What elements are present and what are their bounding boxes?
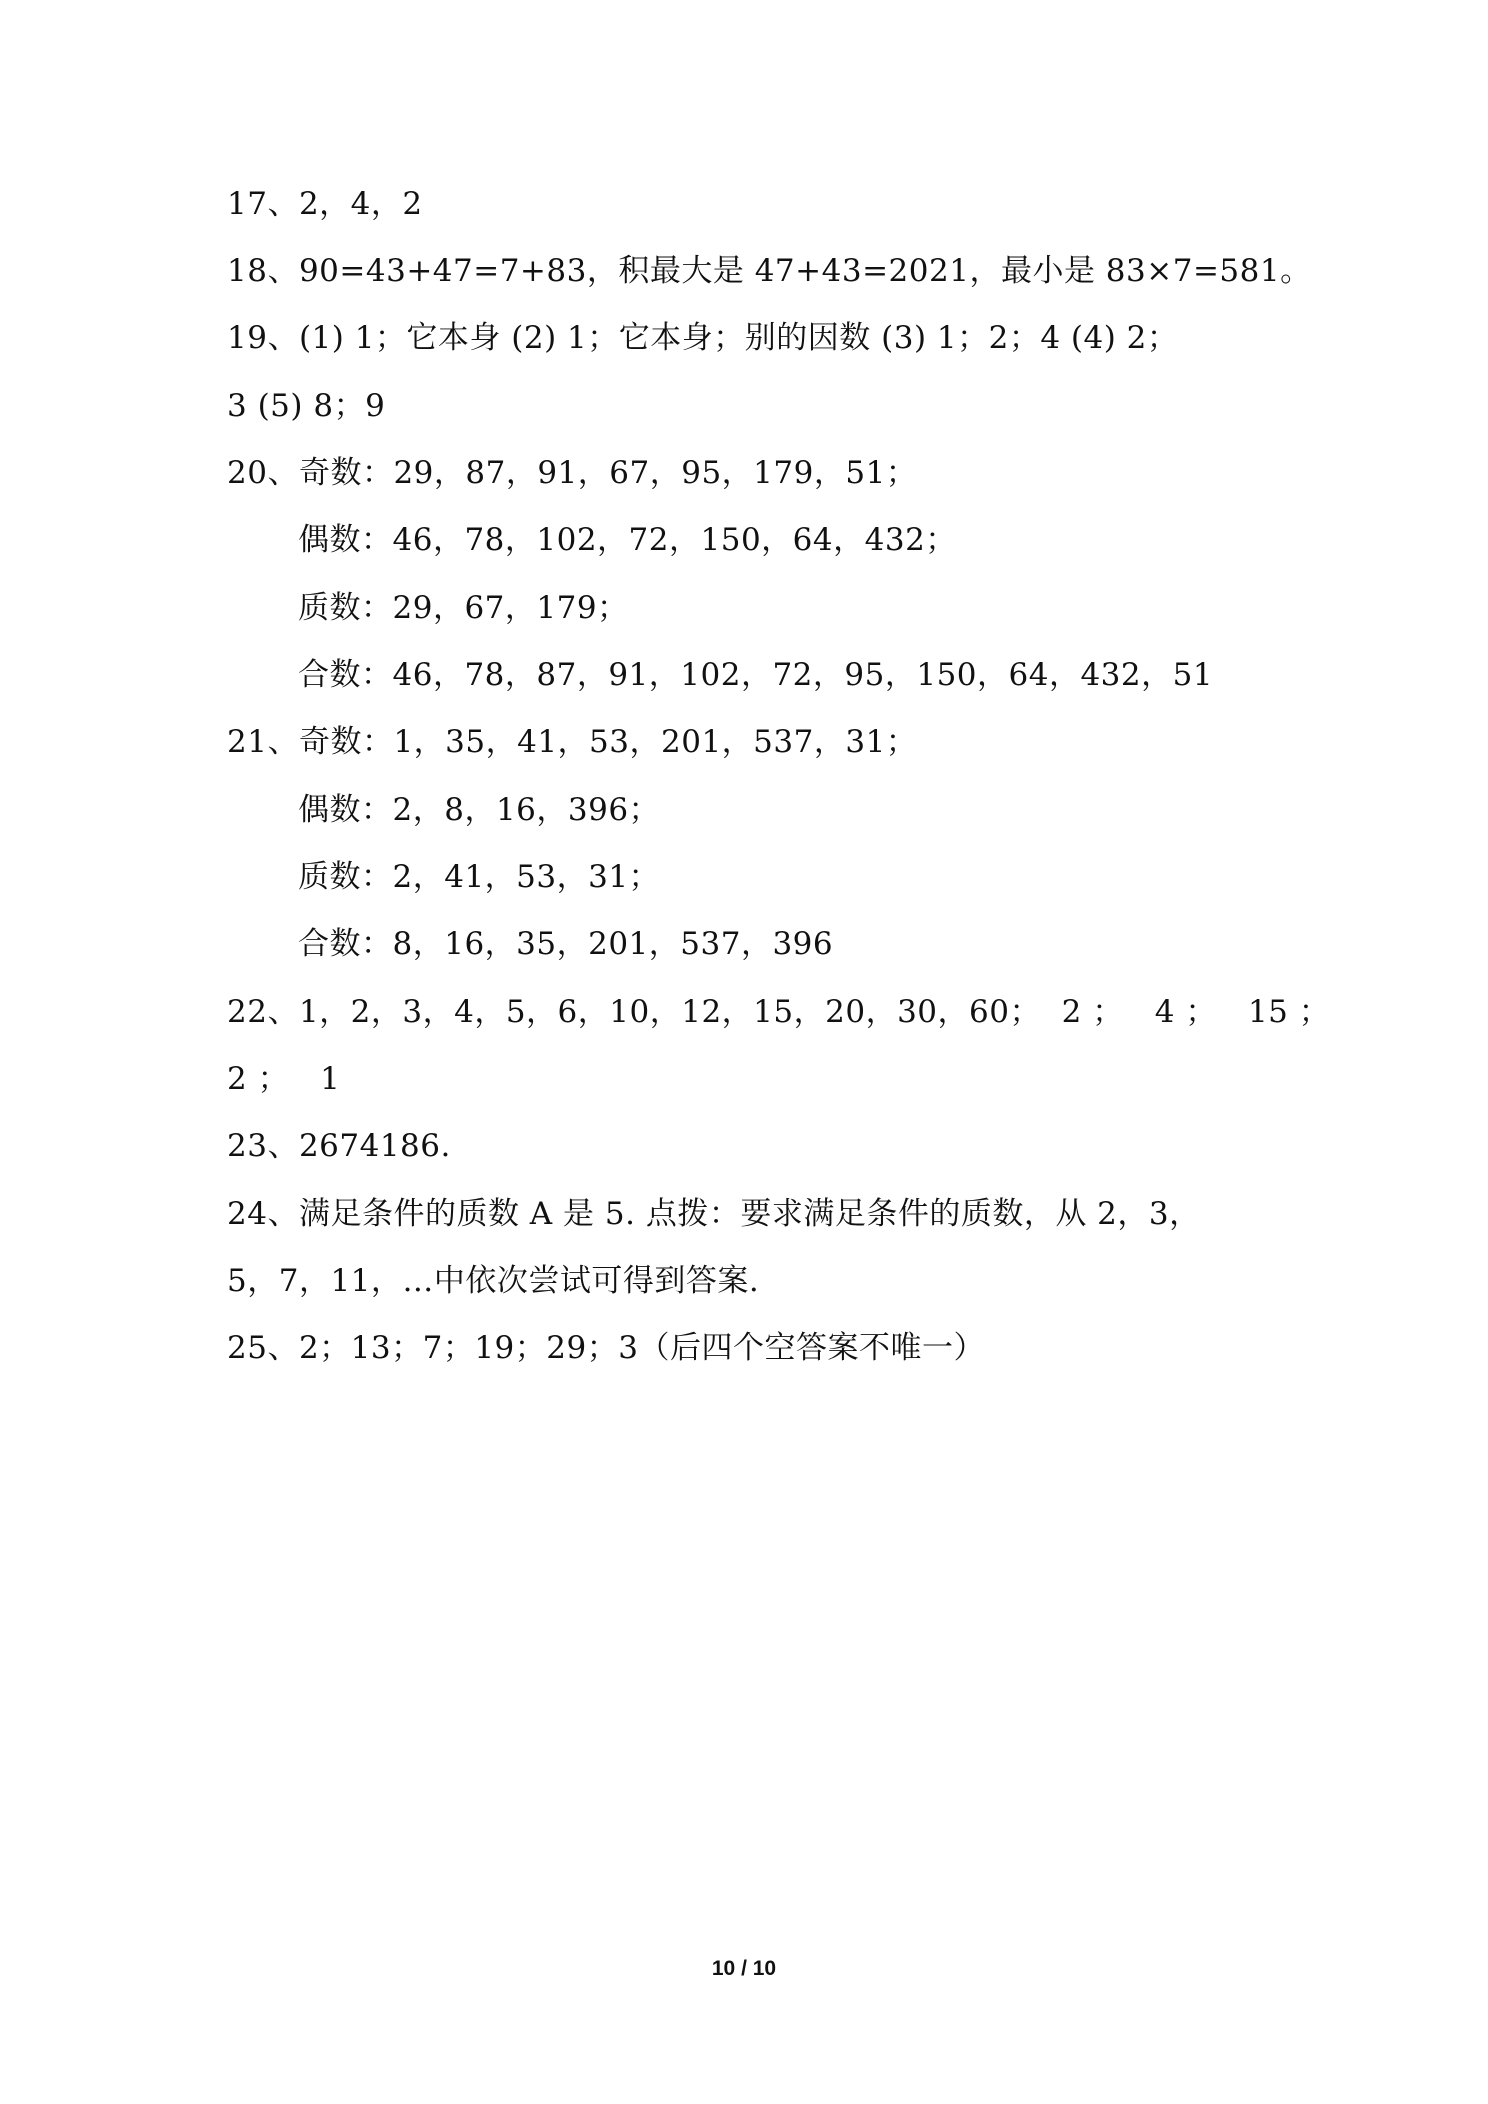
answer-21-odd: 21、奇数：1，35，41，53，201，537，31； — [227, 724, 918, 760]
answer-24-line2: 5，7，11，…中依次尝试可得到答案. — [227, 1263, 760, 1299]
answer-20-even: 偶数：46，78，102，72，150，64，432； — [298, 522, 957, 558]
answer-20-composite: 合数：46，78，87，91，102，72，95，150，64，432，51 — [298, 657, 1214, 693]
answer-24-line1: 24、满足条件的质数 A 是 5. 点拨：要求满足条件的质数，从 2，3， — [227, 1196, 1201, 1232]
answer-18: 18、90=43+47=7+83，积最大是 47+43=2021，最小是 83×7=581。 — [227, 253, 1312, 289]
answer-22-line1: 22、1，2，3，4，5，6，10，12，15，20，30，60； 2 ； 4 ； 15 ； — [227, 994, 1331, 1030]
answer-17: 17、2，4，2 — [227, 186, 423, 222]
answer-21-composite: 合数：8，16，35，201，537，396 — [298, 926, 834, 962]
answer-19-line2: 3 (5) 8；9 — [227, 388, 386, 424]
answer-20-odd: 20、奇数：29，87，91，67，95，179，51； — [227, 455, 918, 491]
answer-23: 23、2674186. — [227, 1128, 451, 1164]
answer-20-prime: 质数：29，67，179； — [298, 590, 629, 626]
answer-19-line1: 19、(1) 1；它本身 (2) 1；它本身；别的因数 (3) 1；2；4 (4) 2； — [227, 320, 1179, 356]
answer-22-line2: 2 ； 1 — [227, 1061, 341, 1097]
answer-25: 25、2；13；7；19；29；3（后四个空答案不唯一） — [227, 1330, 985, 1366]
answer-21-prime: 质数：2，41，53，31； — [298, 859, 661, 895]
page-number: 10 / 10 — [711, 1957, 777, 1980]
answer-21-even: 偶数：2，8，16，396； — [298, 792, 661, 828]
